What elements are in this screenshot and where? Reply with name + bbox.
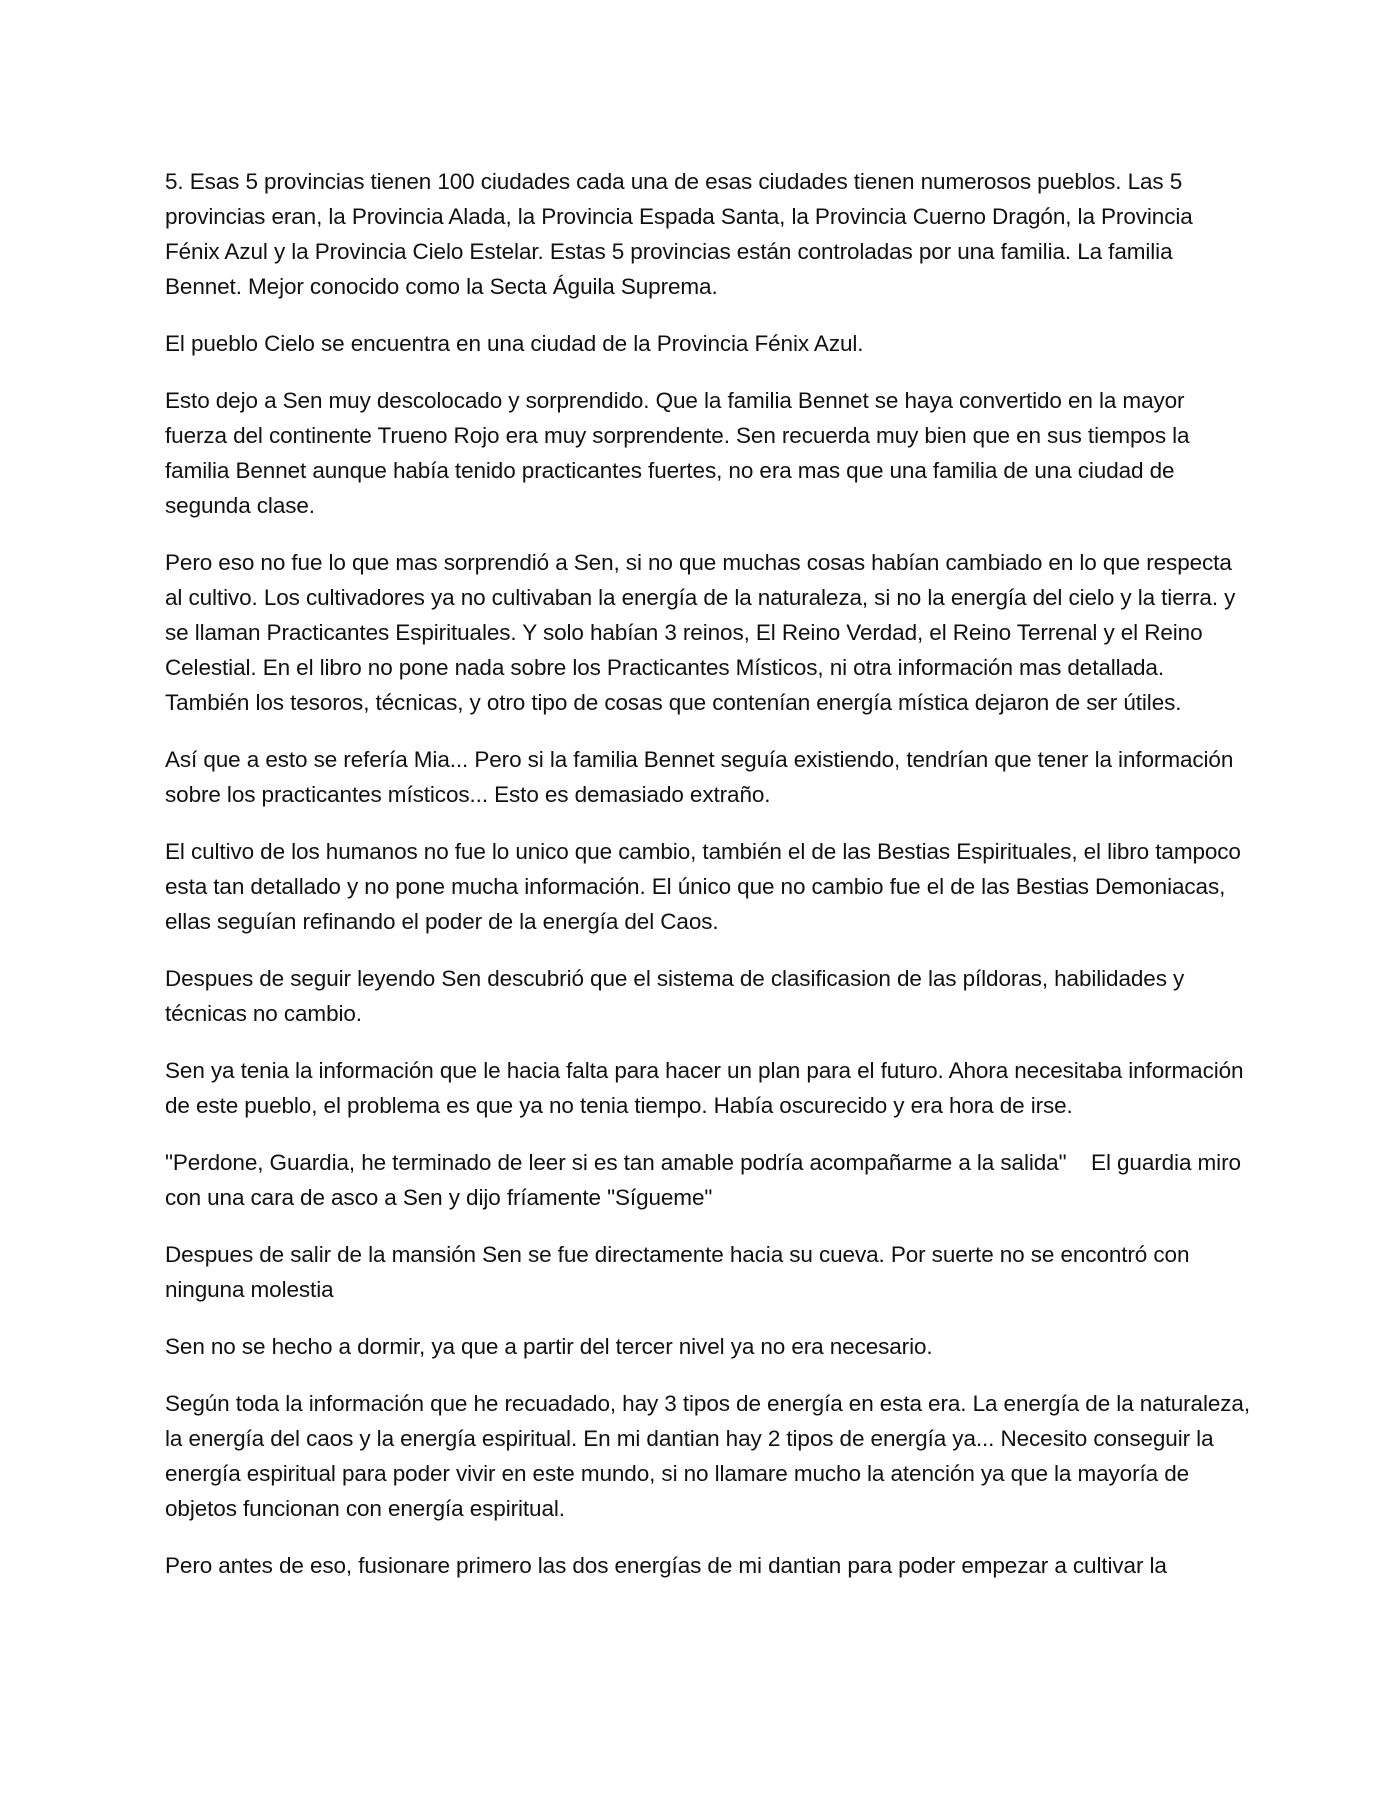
paragraph-7: Despues de seguir leyendo Sen descubrió que el sistema de clasificasion de las píldoras, habilidades y técnicas no cambio.	[165, 966, 1191, 1026]
paragraph-3: Esto dejo a Sen muy descolocado y sorprendido. Que la familia Bennet se haya convertido en la mayor fuerza del continente Trueno Rojo era muy sorprendente. Sen recuerda muy bien que en sus tiempos la familia Bennet aunque había tenido practicantes fuertes, no era mas que una familia de una ciudad de segunda clase.	[165, 388, 1196, 518]
paragraph-10: Despues de salir de la mansión Sen se fue directamente hacia su cueva. Por suerte no se encontró con ninguna molestia	[165, 1242, 1196, 1302]
paragraph-9: "Perdone, Guardia, he terminado de leer si es tan amable podría acompañarme a la salida" El guardia miro con una cara de asco a Sen y dijo fríamente "Sígueme"	[165, 1150, 1248, 1210]
paragraph-8: Sen ya tenia la información que le hacia falta para hacer un plan para el futuro. Ahora necesitaba información de este pueblo, el problema es que ya no tenia tiempo. Había oscurecido y era hora de irse.	[165, 1058, 1250, 1118]
paragraph-6: El cultivo de los humanos no fue lo unico que cambio, también el de las Bestias Espirituales, el libro tampoco esta tan detallado y no pone mucha información. El único que no cambio fue el de las Bestias Demoniacas, ellas seguían refinando el poder de la energía del Caos.	[165, 839, 1248, 934]
paragraph-11: Sen no se hecho a dormir, ya que a partir del tercer nivel ya no era necesario.	[165, 1334, 933, 1359]
paragraph-4: Pero eso no fue lo que mas sorprendió a Sen, si no que muchas cosas habían cambiado en lo que respecta al cultivo. Los cultivadores ya no cultivaban la energía de la naturaleza, si no la energía del cielo y la tierra. y se llaman Practicantes Espirituales. Y solo habían 3 reinos, El Reino Verdad, el Reino Terrenal y el Reino Celestial. En el libro no pone nada sobre los Practicantes Místicos, ni otra información mas detallada. También los tesoros, técnicas, y otro tipo de cosas que contenían energía mística dejaron de ser útiles.	[165, 550, 1242, 715]
paragraph-13: Pero antes de eso, fusionare primero las dos energías de mi dantian para poder empezar a cultivar la	[165, 1553, 1167, 1578]
paragraph-5: Así que a esto se refería Mia... Pero si la familia Bennet seguía existiendo, tendrían que tener la información sobre los practicantes místicos... Esto es demasiado extraño.	[165, 747, 1240, 807]
paragraph-2: El pueblo Cielo se encuentra en una ciudad de la Provincia Fénix Azul.	[165, 331, 864, 356]
paragraph-1: 5. Esas 5 provincias tienen 100 ciudades cada una de esas ciudades tienen numerosos pueblos. Las 5 provincias eran, la Provincia Alada, la Provincia Espada Santa, la Provincia Cuerno Dragón, la Provincia Fénix Azul y la Provincia Cielo Estelar. Estas 5 provincias están controladas por una familia. La familia Bennet. Mejor conocido como la Secta Águila Suprema.	[165, 169, 1199, 299]
paragraph-12: Según toda la información que he recuadado, hay 3 tipos de energía en esta era. La energía de la naturaleza, la energía del caos y la energía espiritual. En mi dantian hay 2 tipos de energía ya... Necesito conseguir la energía espiritual para poder vivir en este mundo, si no llamare mucho la atención ya que la mayoría de objetos funcionan con energía espiritual.	[165, 1391, 1257, 1521]
